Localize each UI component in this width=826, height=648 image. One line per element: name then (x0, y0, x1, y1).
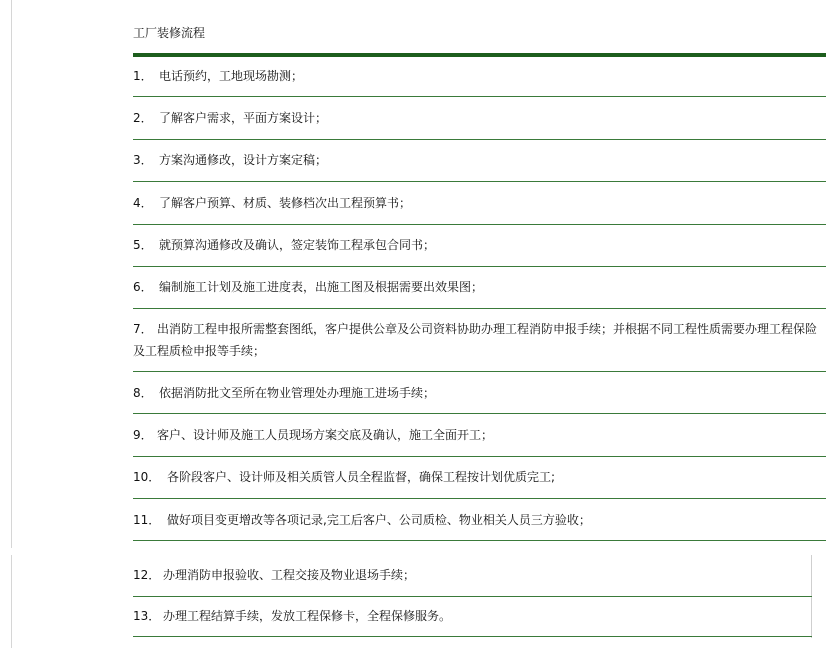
step-number: 2． (133, 111, 153, 125)
row-separator (133, 139, 826, 140)
step-number: 12． (133, 568, 161, 582)
row-separator (133, 181, 826, 182)
row-separator (133, 413, 826, 414)
step-item-8 (133, 384, 435, 403)
step-text: 就预算沟通修改及确认，签定装饰工程承包合同书； (159, 238, 436, 252)
step-item-11 (133, 511, 591, 530)
step-item-3 (133, 151, 327, 170)
step-item-2 (133, 109, 327, 128)
step-number: 9． (133, 428, 153, 442)
row-separator (133, 96, 826, 97)
row-separator (133, 371, 826, 372)
row-separator (133, 498, 826, 499)
row-separator (133, 266, 826, 267)
step-text: 各阶段客户、设计师及相关质管人员全程监督，确保工程按计划优质完工; (167, 470, 556, 484)
step-item-12 (133, 566, 415, 585)
page-title: 工厂装修流程 (133, 26, 206, 40)
step-number: 5． (133, 238, 153, 252)
step-item-10 (133, 468, 555, 487)
row-separator (133, 596, 812, 597)
row-separator (133, 456, 826, 457)
step-text: 编制施工计划及施工进度表，出施工图及根据需要出效果图； (159, 280, 484, 294)
step-item-6 (133, 278, 483, 297)
step-number: 4． (133, 196, 153, 210)
step-number: 7． (133, 322, 153, 336)
step-text: 做好项目变更增改等各项记录,完工后客户、公司质检、物业相关人员三方验收； (167, 513, 591, 527)
step-text-continuation: 及工程质检申报等手续； (133, 344, 266, 358)
step-item-5 (133, 236, 435, 255)
row-separator (133, 540, 826, 541)
screenshot-seam (0, 548, 826, 555)
row-separator (133, 636, 812, 637)
title-underline-bar (133, 53, 826, 57)
left-border-line (11, 0, 12, 548)
step-text: 办理消防申报验收、工程交接及物业退场手续； (163, 568, 416, 582)
step-text: 依据消防批文至所在物业管理处办理施工进场手续； (159, 386, 436, 400)
step-item-7-continuation (133, 342, 265, 361)
row-separator (133, 224, 826, 225)
step-text: 了解客户预算、材质、装修档次出工程预算书； (159, 196, 412, 210)
step-number: 13． (133, 609, 161, 623)
step-number: 3． (133, 153, 153, 167)
step-text: 方案沟通修改，设计方案定稿； (159, 153, 328, 167)
left-border-line-lower (11, 555, 12, 648)
step-item-13 (133, 607, 451, 626)
step-number: 11． (133, 513, 161, 527)
step-number: 1． (133, 69, 153, 83)
step-text: 了解客户需求，平面方案设计； (159, 111, 328, 125)
step-item-7 (133, 320, 817, 339)
step-number: 10． (133, 470, 161, 484)
row-separator (133, 308, 826, 309)
step-number: 8． (133, 386, 153, 400)
step-item-1 (133, 67, 303, 86)
step-text: 客户、设计师及施工人员现场方案交底及确认，施工全面开工； (157, 428, 494, 442)
step-text: 办理工程结算手续，发放工程保修卡，全程保修服务。 (163, 609, 452, 623)
step-text: 电话预约，工地现场勘测； (159, 69, 304, 83)
step-item-9 (133, 426, 493, 445)
step-text: 出消防工程申报所需整套图纸，客户提供公章及公司资料协助办理工程消防申报手续；并根据不同工程性质需要办理工程保险 (157, 322, 818, 336)
step-item-4 (133, 194, 411, 213)
step-number: 6． (133, 280, 153, 294)
